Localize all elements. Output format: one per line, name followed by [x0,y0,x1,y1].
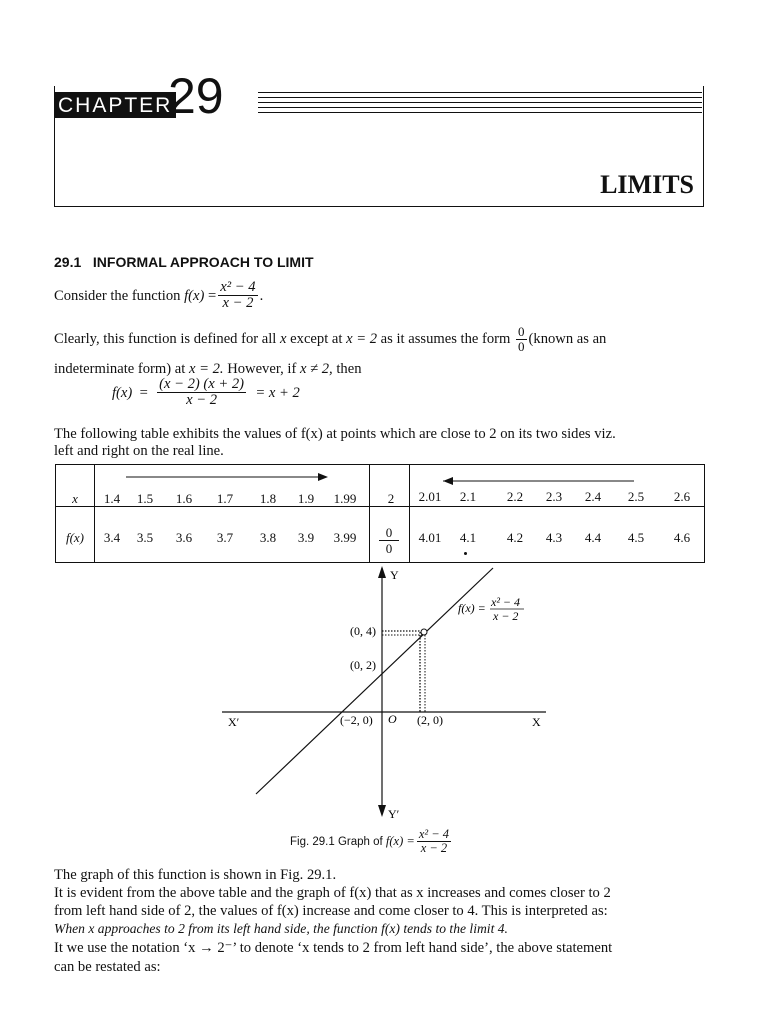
text: as it assumes the form [380,331,511,348]
point-label: (−2, 0) [340,713,373,727]
math: = x + 2 [255,384,300,401]
table-cell: 3.5 [136,530,154,545]
table-cell: 2 [387,491,395,506]
table-cell: 3.6 [175,530,193,545]
table-cell: 4.4 [584,530,602,545]
point-label: (0, 4) [350,624,376,638]
math: x = 2. [188,361,224,377]
table-cell: 1.99 [333,491,357,506]
fraction-denominator: x − 2 [420,841,448,856]
text: Consider the function [54,287,181,304]
caption-text: Fig. 29.1 Graph of [290,835,383,848]
text: then [336,361,362,377]
table-cell: 2.3 [545,489,563,504]
table-cell: 1.7 [216,491,234,506]
text: Clearly, this function is defined for all [54,331,277,348]
point-label: (0, 2) [350,658,376,672]
table-cell: 1.5 [136,491,154,506]
chapter-number: 29 [168,68,224,124]
fraction-denominator: x − 2 [222,295,254,312]
text: indeterminate form) at [54,361,186,377]
math-fx: f(x) [112,384,133,401]
table-cell: 2.6 [673,489,691,504]
dot-mark [464,552,467,555]
math-x-eq-2: x = 2 [346,331,378,348]
paragraph-clearly [54,325,606,353]
table-cell: 2.4 [584,489,602,504]
figure-caption [290,828,453,855]
y-axis-label: Y [390,568,399,582]
curve-label-numerator: x² − 4 [491,595,521,609]
header-rule [258,92,702,93]
fraction-zero-over-zero [516,325,527,353]
equation-simplified [112,377,300,409]
paragraph-notation: can be restated as: [54,959,161,975]
section-heading: 29.1 INFORMAL APPROACH TO LIMIT [54,254,314,270]
table-cell: 1.6 [175,491,193,506]
chapter-tag: CHAPTER [54,92,176,118]
x-axis-label: X [532,715,541,729]
row-label-fx: f(x) [65,530,85,545]
table-cell: 3.99 [333,530,357,545]
caption-fraction [417,828,451,855]
table-cell: 4.1 [459,530,477,545]
fraction-denominator: 0 [385,541,393,556]
table-cell: 4.2 [506,530,524,545]
text: except at [290,331,343,348]
fraction-numerator: x² − 4 [418,827,450,841]
chapter-title: LIMITS [600,170,694,199]
table-cell: 3.9 [297,530,315,545]
header-rule [258,102,702,103]
fraction-numerator: 0 [379,525,399,541]
fraction [218,280,257,312]
caption-fx: f(x) = [385,834,415,849]
math-eq: = [139,384,148,401]
paragraph-evident: It is evident from the above table and the graph of f(x) that as x increases and comes closer to 2 [54,885,611,901]
table-cell-fraction [379,525,399,556]
table-cell: 2.1 [459,489,477,504]
math-x: x [280,331,287,348]
paragraph-consider [54,280,263,312]
x-prime-label: X′ [228,715,240,729]
y-axis-arrow [378,805,386,817]
fraction-numerator: x² − 4 [220,279,256,295]
text: . [259,287,264,304]
paragraph-notation: It we use the notation ‘x → 2⁻’ to denote ‘x tends to 2 from left hand side’, the above statement [54,940,613,956]
table-cell: 4.6 [673,530,691,545]
math-eq: = [208,287,217,304]
paragraph-evident: from left hand side of 2, the values of f(x) increase and come closer to 4. This is interpreted as: [54,903,608,919]
y-prime-label: Y′ [388,807,400,821]
y-axis-arrow [378,566,386,578]
table-cell: 3.8 [259,530,277,545]
arrow-right-head [318,473,328,481]
curve-label: f(x) = [458,601,486,615]
paragraph-table-intro: The following table exhibits the values of f(x) at points which are close to 2 on its two sides viz. [54,426,616,442]
header-rule [258,97,702,98]
table-cell: 1.8 [259,491,277,506]
fraction [157,377,246,409]
text: However, if [227,361,297,377]
curve-label-denominator: x − 2 [493,609,519,623]
paragraph-interpretation: When x approaches to 2 from its left hand side, the function f(x) tends to the limit 4. [54,921,508,936]
row-label-x: x [72,491,78,506]
fraction-denominator: 0 [518,338,525,354]
header-rule [258,107,702,108]
table-cell: 2.5 [627,489,645,504]
graph-figure [200,560,560,830]
fraction-numerator: 0 [518,324,525,339]
point-label: (2, 0) [417,713,443,727]
paragraph-table-intro: left and right on the real line. [54,443,224,459]
table-cell: 4.3 [545,530,563,545]
table-cell: 2.2 [506,489,524,504]
paragraph-graph: The graph of this function is shown in Fig. 29.1. [54,867,337,883]
fraction-numerator: (x − 2) (x + 2) [159,376,245,392]
table-cell: 2.01 [418,489,442,504]
origin-label: O [388,712,397,726]
table-cell: 1.9 [297,491,315,506]
arrow-left-head [443,477,453,485]
table-cell: 3.4 [103,530,121,545]
table-cell: 4.01 [418,530,442,545]
values-table [55,464,705,563]
table-cell: 4.5 [627,530,645,545]
math-fx: f(x) [184,287,205,304]
header-rule [258,112,702,113]
table-cell: 3.7 [216,530,234,545]
hole-point [421,629,427,635]
fraction-denominator: x − 2 [186,392,218,409]
text: (known as an [528,331,607,348]
table-cell: 1.4 [103,491,121,506]
math: x ≠ 2, [299,361,333,377]
